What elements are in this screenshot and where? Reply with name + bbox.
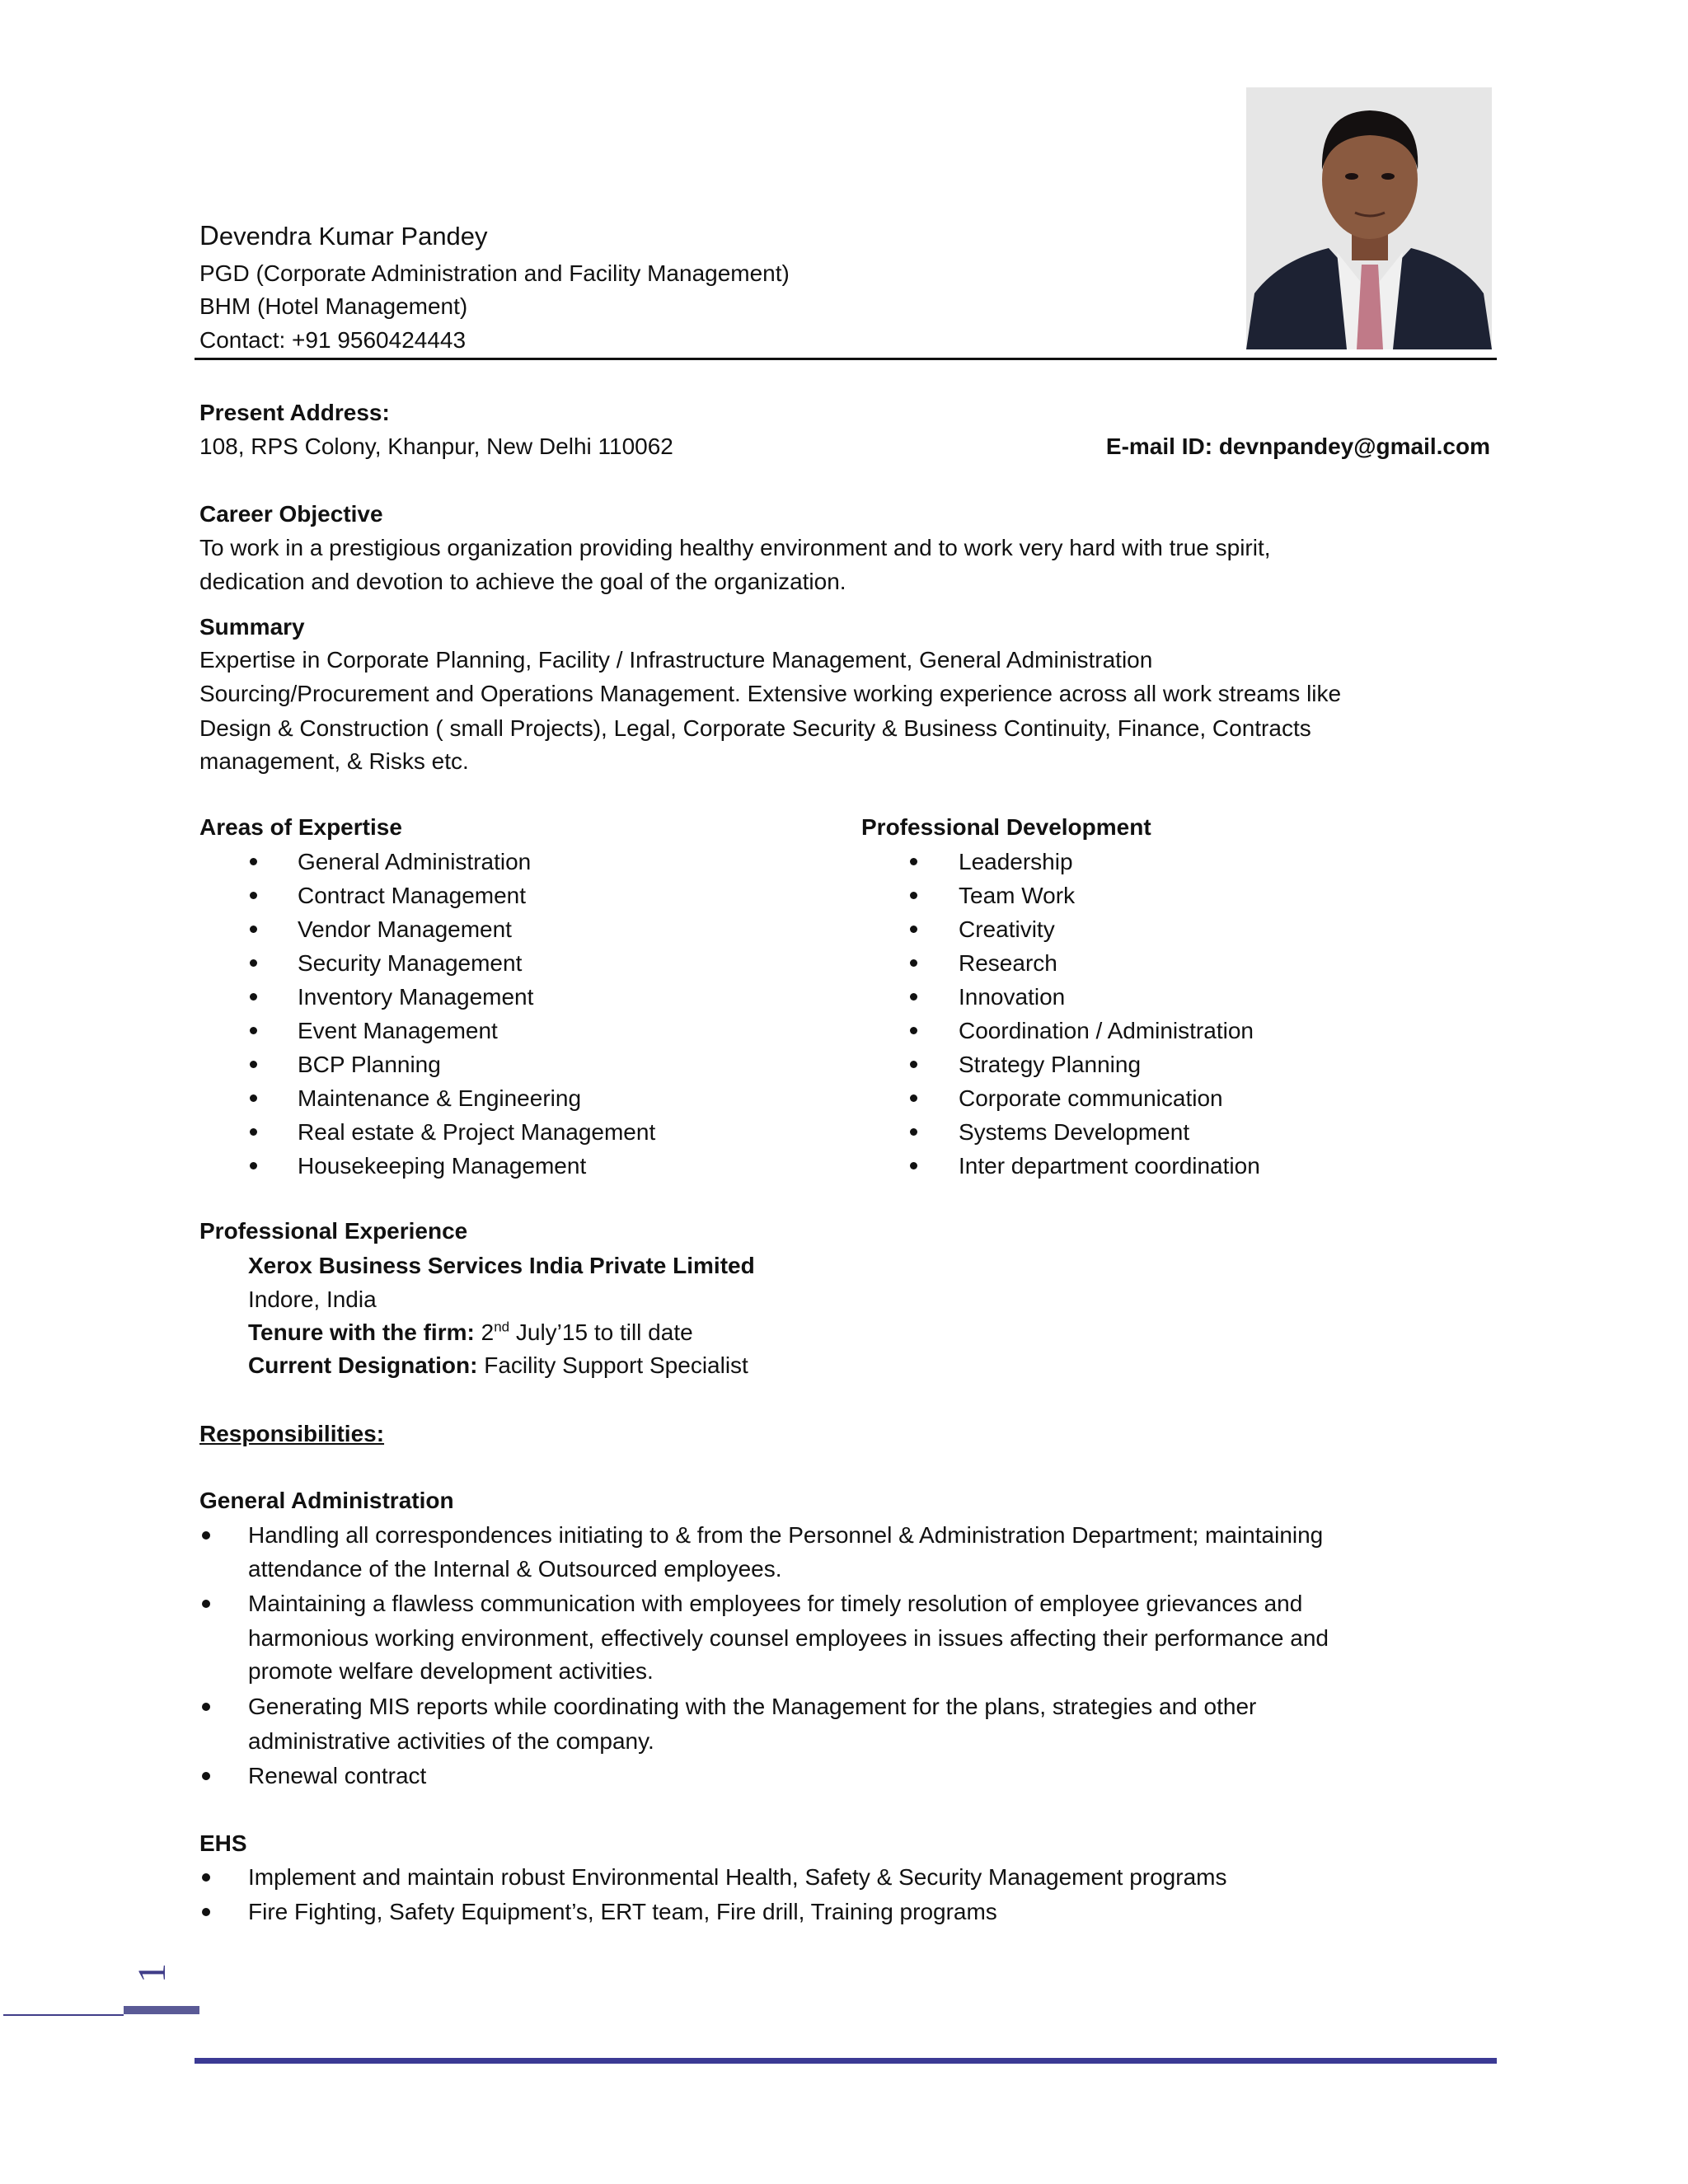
responsibility-line: promote welfare development activities. xyxy=(248,1658,654,1684)
development-item: Strategy Planning xyxy=(959,1052,1142,1077)
responsibility-line: Maintaining a flawless communication with employees for timely resolution of employee grievances and xyxy=(248,1591,1303,1616)
expertise-item: Vendor Management xyxy=(298,916,512,942)
development-item: Leadership xyxy=(959,849,1073,874)
ehs-line: Implement and maintain robust Environmental Health, Safety & Security Management programs xyxy=(248,1864,1227,1890)
expertise-item: General Administration xyxy=(298,849,532,874)
page-number: 1 xyxy=(130,1963,174,1983)
page-footer-line xyxy=(3,2014,124,2016)
development-item: Corporate communication xyxy=(959,1085,1223,1111)
bullet-icon xyxy=(202,1772,210,1780)
responsibilities-title: Responsibilities: xyxy=(199,1421,385,1446)
bullet-icon xyxy=(202,1873,210,1882)
bullet-icon xyxy=(910,1128,917,1136)
email-label: E-mail ID: xyxy=(1105,434,1213,459)
development-item: Innovation xyxy=(959,984,1066,1010)
bullet-icon xyxy=(250,1061,257,1068)
development-item: Research xyxy=(959,950,1057,976)
responsibility-line: harmonious working environment, effectively counsel employees in issues affecting their performance and xyxy=(248,1625,1329,1651)
summary-title: Summary xyxy=(199,614,305,640)
career-objective-line: dedication and devotion to achieve the goal of the organization. xyxy=(199,569,846,594)
qualification-pgd: PGD (Corporate Administration and Facility Management) xyxy=(199,260,790,286)
address-label: Present Address: xyxy=(199,400,390,425)
bullet-icon xyxy=(910,858,917,865)
bullet-icon xyxy=(250,1162,257,1169)
summary-line: management, & Risks etc. xyxy=(199,748,469,774)
bullet-icon xyxy=(250,1094,257,1102)
responsibility-line: administrative activities of the company. xyxy=(248,1728,654,1754)
bullet-icon xyxy=(250,858,257,865)
profile-photo xyxy=(1246,87,1492,349)
responsibility-line: attendance of the Internal & Outsourced employees. xyxy=(248,1556,782,1582)
company-location: Indore, India xyxy=(248,1286,377,1312)
bullet-icon xyxy=(910,926,917,933)
bullet-icon xyxy=(910,892,917,899)
development-item: Systems Development xyxy=(959,1119,1190,1145)
header-divider xyxy=(195,358,1497,360)
email-value[interactable]: devnpandey@gmail.com xyxy=(1218,434,1490,459)
bullet-icon xyxy=(202,1600,210,1608)
bullet-icon xyxy=(250,993,257,1001)
development-title: Professional Development xyxy=(861,814,1151,840)
bullet-icon xyxy=(910,1094,917,1102)
development-item: Creativity xyxy=(959,916,1055,942)
bullet-icon xyxy=(250,892,257,899)
development-item: Team Work xyxy=(959,883,1076,908)
development-item: Inter department coordination xyxy=(959,1153,1260,1179)
bullet-icon xyxy=(910,959,917,967)
development-item: Coordination / Administration xyxy=(959,1018,1254,1043)
responsibility-line: Renewal contract xyxy=(248,1763,427,1788)
expertise-item: Event Management xyxy=(298,1018,498,1043)
expertise-item: BCP Planning xyxy=(298,1052,441,1077)
expertise-item: Housekeeping Management xyxy=(298,1153,587,1179)
contact-number: Contact: +91 9560424443 xyxy=(199,327,467,353)
summary-line: Design & Construction ( small Projects), Legal, Corporate Security & Business Continuity, Finance, Contracts xyxy=(199,715,1311,741)
expertise-item: Security Management xyxy=(298,950,523,976)
summary-line: Expertise in Corporate Planning, Facility / Infrastructure Management, General Administration xyxy=(199,647,1153,673)
candidate-name: Devendra Kumar Pandey xyxy=(199,220,488,251)
email xyxy=(1106,430,1490,463)
bullet-icon xyxy=(910,993,917,1001)
bullet-icon xyxy=(202,1908,210,1916)
tenure: Tenure with the firm: 2nd July’15 to till date xyxy=(248,1319,693,1345)
bullet-icon xyxy=(910,1061,917,1068)
expertise-item: Maintenance & Engineering xyxy=(298,1085,582,1111)
tenure-label: Tenure with the firm: xyxy=(248,1319,475,1345)
qualification-bhm: BHM (Hotel Management) xyxy=(199,293,468,319)
designation xyxy=(248,1349,748,1382)
designation-value: Facility Support Specialist xyxy=(484,1352,748,1378)
expertise-item: Contract Management xyxy=(298,883,527,908)
bullet-icon xyxy=(910,1027,917,1034)
career-objective-title: Career Objective xyxy=(199,501,383,527)
bullet-icon xyxy=(910,1162,917,1169)
ehs-line: Fire Fighting, Safety Equipment’s, ERT team, Fire drill, Training programs xyxy=(248,1899,997,1924)
responsibility-line: Generating MIS reports while coordinating with the Management for the plans, strategies and other xyxy=(248,1694,1257,1719)
general-admin-title: General Administration xyxy=(199,1488,454,1513)
expertise-item: Inventory Management xyxy=(298,984,534,1010)
address-value: 108, RPS Colony, Khanpur, New Delhi 110062 xyxy=(199,434,673,459)
bullet-icon xyxy=(250,959,257,967)
ehs-title: EHS xyxy=(199,1830,247,1856)
designation-label: Current Designation: xyxy=(248,1352,478,1378)
career-objective-line: To work in a prestigious organization providing healthy environment and to work very hard with true spirit, xyxy=(199,535,1271,560)
expertise-title: Areas of Expertise xyxy=(199,814,402,840)
bullet-icon xyxy=(202,1703,210,1711)
bullet-icon xyxy=(250,1128,257,1136)
page-footer-bar xyxy=(124,2006,199,2014)
experience-title: Professional Experience xyxy=(199,1218,468,1244)
bullet-icon xyxy=(250,1027,257,1034)
company-name: Xerox Business Services India Private Limited xyxy=(248,1253,755,1278)
bullet-icon xyxy=(202,1531,210,1540)
expertise-item: Real estate & Project Management xyxy=(298,1119,656,1145)
responsibility-line: Handling all correspondences initiating to & from the Personnel & Administration Department; maintaining xyxy=(248,1522,1324,1548)
footer-divider xyxy=(195,2058,1497,2064)
summary-line: Sourcing/Procurement and Operations Management. Extensive working experience across all work streams like xyxy=(199,681,1342,706)
bullet-icon xyxy=(250,926,257,933)
